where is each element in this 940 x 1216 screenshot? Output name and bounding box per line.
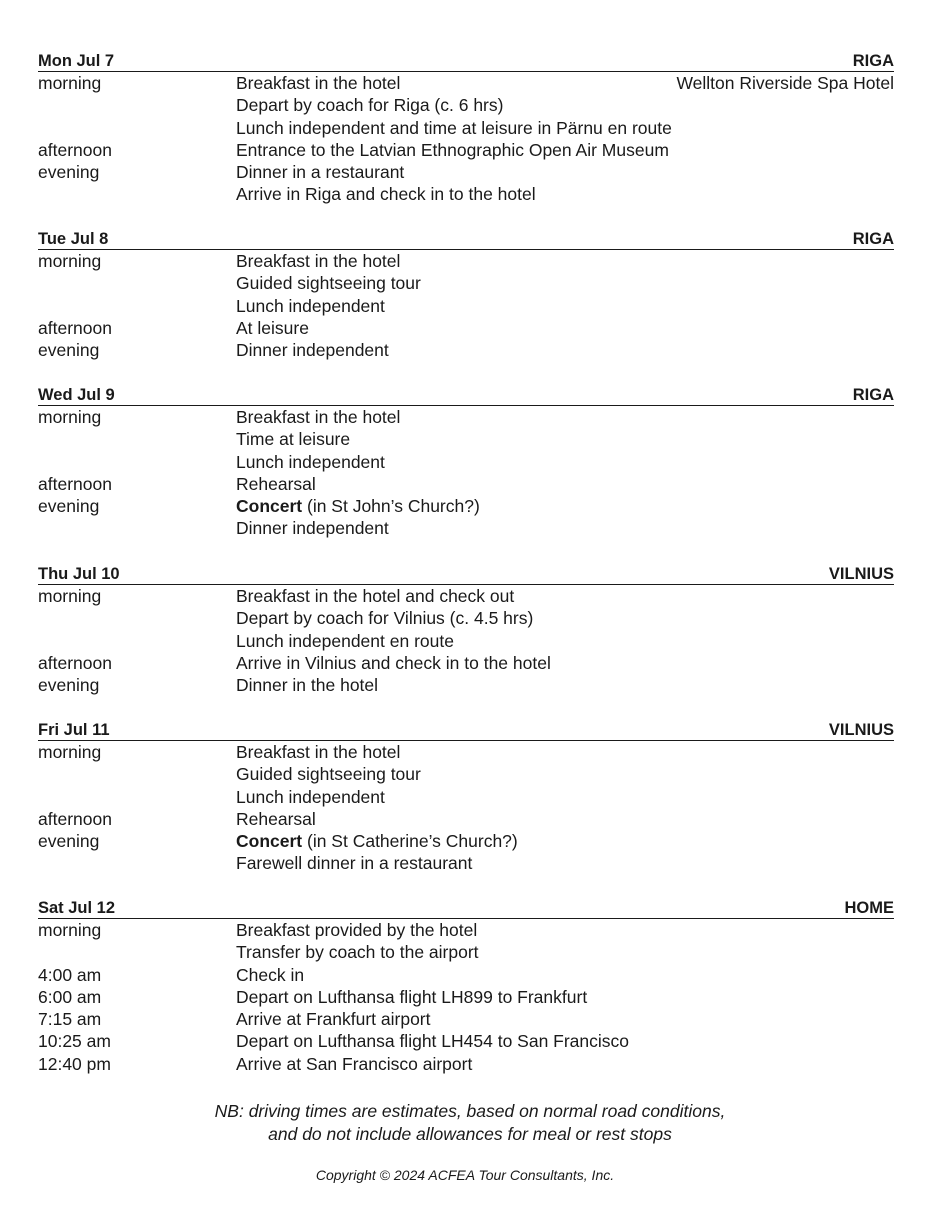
time-of-day: 7:15 am <box>38 1009 102 1030</box>
time-of-day: 12:40 pm <box>38 1053 111 1074</box>
activity <box>236 428 350 450</box>
schedule-row <box>38 295 894 317</box>
time-of-day: evening <box>38 831 100 852</box>
schedule-row <box>38 406 894 428</box>
schedule-row <box>38 585 894 607</box>
activity-text: Dinner independent <box>236 518 389 539</box>
time-of-day: evening <box>38 340 100 361</box>
day-date: Sat Jul 12 <box>38 899 116 917</box>
activity <box>236 250 400 272</box>
day-city: RIGA <box>852 230 894 248</box>
day-section <box>38 384 894 540</box>
schedule-row <box>38 517 894 539</box>
activity-text: Transfer by coach to the airport <box>236 942 479 963</box>
schedule-row <box>38 630 894 652</box>
activity-text: Dinner in a restaurant <box>236 162 405 183</box>
activity-text: Arrive at Frankfurt airport <box>236 1009 431 1030</box>
activity-text: Rehearsal <box>236 473 316 494</box>
activity <box>236 1053 472 1075</box>
activity-text: Guided sightseeing tour <box>236 764 421 785</box>
activity <box>236 741 400 763</box>
activity <box>236 763 421 785</box>
schedule-row <box>38 428 894 450</box>
time-of-day: morning <box>38 920 102 940</box>
schedule-row <box>38 1053 894 1075</box>
activity-text: (in St John’s Church?) <box>302 496 480 517</box>
day-header <box>38 384 894 406</box>
schedule-row <box>38 830 894 852</box>
activity <box>236 830 518 852</box>
schedule-row <box>38 741 894 763</box>
copyright: Copyright © 2024 ACFEA Tour Consultants, Inc. <box>315 1167 615 1183</box>
day-city: VILNIUS <box>828 721 894 739</box>
day-section <box>38 719 894 875</box>
schedule-row <box>38 1030 894 1052</box>
schedule-row <box>38 852 894 874</box>
schedule-row <box>38 941 894 963</box>
activity <box>236 964 304 986</box>
day-section <box>38 50 894 206</box>
schedule-row <box>38 473 894 495</box>
hotel-name: Wellton Riverside Spa Hotel <box>676 73 894 93</box>
time-of-day: evening <box>38 162 100 183</box>
activity-text: Time at leisure <box>236 429 351 450</box>
time-of-day: 10:25 am <box>38 1031 111 1052</box>
day-date: Mon Jul 7 <box>38 52 115 70</box>
schedule-row <box>38 986 894 1008</box>
activity <box>236 161 404 183</box>
activity <box>236 139 669 161</box>
schedule-row <box>38 674 894 696</box>
day-section <box>38 228 894 361</box>
activity-text: Arrive in Vilnius and check in to the hotel <box>236 652 551 673</box>
activity <box>236 630 454 652</box>
day-city: RIGA <box>852 386 894 404</box>
time-of-day: afternoon <box>38 808 112 829</box>
schedule-row <box>38 117 894 139</box>
time-of-day: morning <box>38 73 102 93</box>
schedule-row <box>38 272 894 294</box>
activity-text: Farewell dinner in a restaurant <box>236 853 473 874</box>
activity-text: Depart by coach for Riga (c. 6 hrs) <box>236 95 504 116</box>
schedule-row <box>38 652 894 674</box>
activity-text: Lunch independent <box>236 451 385 472</box>
activity-text: At leisure <box>236 317 309 338</box>
schedule-row <box>38 808 894 830</box>
activity <box>236 495 480 517</box>
schedule-row <box>38 94 894 116</box>
activity-text: Breakfast in the hotel <box>236 251 401 271</box>
schedule-row <box>38 964 894 986</box>
activity-text: Lunch independent en route <box>236 630 454 651</box>
activity-text: Breakfast in the hotel <box>236 407 401 427</box>
activity <box>236 72 400 94</box>
activity-text: (in St Catherine’s Church?) <box>302 831 518 852</box>
time-of-day: afternoon <box>38 139 112 160</box>
activity-text: Breakfast in the hotel <box>236 73 401 93</box>
day-city: RIGA <box>852 52 894 70</box>
activity-text: Breakfast in the hotel and check out <box>236 586 515 606</box>
day-date: Fri Jul 11 <box>38 721 110 739</box>
activity-text: Lunch independent <box>236 295 385 316</box>
activity-text: Lunch independent and time at leisure in Pärnu en route <box>236 117 672 138</box>
activity-text: Depart by coach for Vilnius (c. 4.5 hrs) <box>236 608 534 629</box>
activity-text: Arrive in Riga and check in to the hotel <box>236 184 536 205</box>
time-of-day: morning <box>38 407 102 427</box>
activity-text: Entrance to the Latvian Ethnographic Open Air Museum <box>236 139 669 160</box>
schedule-row <box>38 317 894 339</box>
activity <box>236 406 400 428</box>
activity <box>236 986 587 1008</box>
activity <box>236 607 533 629</box>
time-of-day: afternoon <box>38 317 112 338</box>
activity <box>236 317 309 339</box>
activity <box>236 919 477 941</box>
activity <box>236 117 672 139</box>
driving-times-note <box>0 1100 940 1145</box>
activity <box>236 94 503 116</box>
activity <box>236 786 385 808</box>
activity <box>236 674 378 696</box>
schedule-row <box>38 495 894 517</box>
activity-text: Depart on Lufthansa flight LH454 to San Francisco <box>236 1031 630 1052</box>
activity-text: Dinner independent <box>236 340 389 361</box>
activity <box>236 808 316 830</box>
activity <box>236 517 389 539</box>
day-section <box>38 897 894 1075</box>
activity-text: Depart on Lufthansa flight LH899 to Frankfurt <box>236 986 588 1007</box>
activity <box>236 451 385 473</box>
activity-text: Breakfast in the hotel <box>236 742 401 762</box>
schedule-row <box>38 919 894 941</box>
schedule-row <box>38 72 894 94</box>
activity-highlight: Concert <box>236 496 303 517</box>
activity-text: Lunch independent <box>236 786 385 807</box>
activity-text: Breakfast provided by the hotel <box>236 920 478 940</box>
activity <box>236 941 479 963</box>
note-line-2: and do not include allowances for meal or rest stops <box>268 1123 672 1144</box>
day-section <box>38 563 894 696</box>
activity <box>236 339 389 361</box>
time-of-day: evening <box>38 496 100 517</box>
activity <box>236 652 551 674</box>
activity <box>236 1030 629 1052</box>
day-header <box>38 50 894 72</box>
day-header <box>38 228 894 250</box>
schedule-row <box>38 250 894 272</box>
day-date: Wed Jul 9 <box>38 386 115 404</box>
day-header <box>38 719 894 741</box>
day-header <box>38 897 894 919</box>
time-of-day: morning <box>38 251 102 271</box>
activity <box>236 272 421 294</box>
activity <box>236 852 472 874</box>
activity <box>236 585 514 607</box>
note-line-1: NB: driving times are estimates, based on normal road conditions, <box>214 1101 726 1121</box>
activity <box>236 1008 431 1030</box>
activity-text: Dinner in the hotel <box>236 675 379 696</box>
day-date: Tue Jul 8 <box>38 230 109 248</box>
schedule-row <box>38 161 894 183</box>
day-city: HOME <box>844 899 894 917</box>
time-of-day: afternoon <box>38 473 112 494</box>
day-date: Thu Jul 10 <box>38 565 120 583</box>
activity-text: Guided sightseeing tour <box>236 273 421 294</box>
time-of-day: evening <box>38 675 100 696</box>
time-of-day: 4:00 am <box>38 964 102 985</box>
activity-highlight: Concert <box>236 831 303 852</box>
activity <box>236 295 385 317</box>
day-city: VILNIUS <box>828 565 894 583</box>
schedule-row <box>38 139 894 161</box>
time-of-day: afternoon <box>38 652 112 673</box>
schedule-row <box>38 451 894 473</box>
schedule-row <box>38 183 894 205</box>
activity-text: Rehearsal <box>236 808 316 829</box>
schedule-row <box>38 607 894 629</box>
schedule-row <box>38 786 894 808</box>
activity-text: Check in <box>236 964 305 985</box>
day-header <box>38 563 894 585</box>
time-of-day: morning <box>38 586 102 606</box>
activity <box>236 473 316 495</box>
time-of-day: morning <box>38 742 102 762</box>
time-of-day: 6:00 am <box>38 986 102 1007</box>
schedule-row <box>38 339 894 361</box>
schedule-row <box>38 1008 894 1030</box>
schedule-row <box>38 763 894 785</box>
activity <box>236 183 536 205</box>
activity-text: Arrive at San Francisco airport <box>236 1053 473 1074</box>
